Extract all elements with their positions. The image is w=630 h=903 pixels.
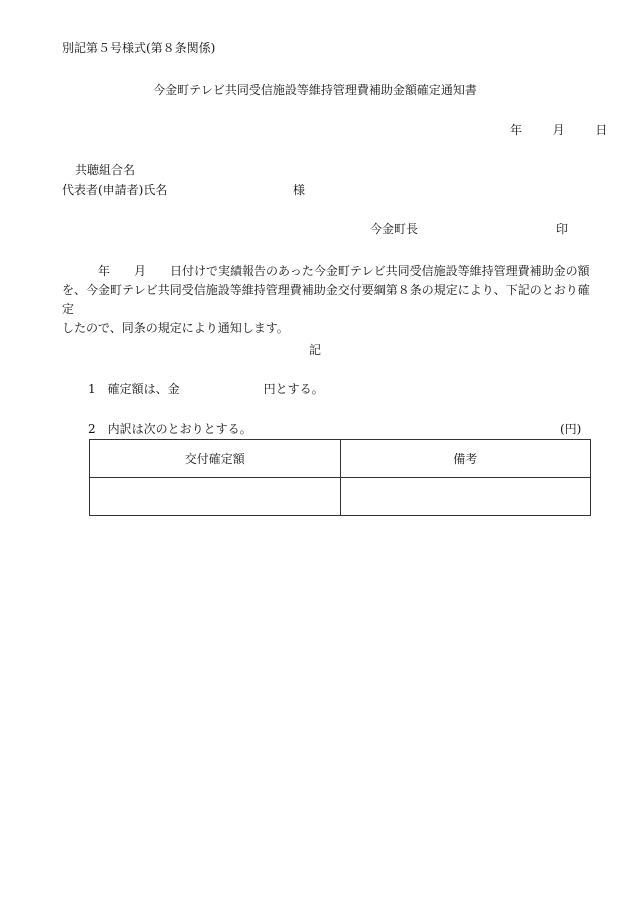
seal-mark: 印 <box>556 222 569 236</box>
table-row <box>90 478 591 516</box>
union-name-label: 共聴組合名 <box>75 163 136 177</box>
body-line: を、今金町テレビ共同受信施設等維持管理費補助金交付要綱第８条の規定により、下記のとおり確定 <box>62 283 590 316</box>
unit-label: (円) <box>560 422 582 436</box>
breakdown-table <box>89 439 591 516</box>
issue-date <box>510 123 607 137</box>
date-month: 月 <box>552 123 565 137</box>
body-line: したので、同条の規定により通知します。 <box>62 321 289 335</box>
document-title: 今金町テレビ共同受信施設等維持管理費補助金額確定通知書 <box>153 83 477 97</box>
cell-confirmed-amount <box>90 478 341 516</box>
date-day: 日 <box>595 123 608 137</box>
header-confirmed-amount: 交付確定額 <box>90 440 341 478</box>
item-breakdown: 2 内訳は次のとおりとする。 <box>88 422 252 436</box>
representative-label: 代表者(申請者)氏名 <box>62 183 168 197</box>
header-remarks: 備考 <box>340 440 591 478</box>
item-confirmed-amount: 1 確定額は、金 円とする。 <box>88 382 324 396</box>
notice-body <box>62 262 592 338</box>
form-number: 別記第５号様式(第８条関係) <box>62 41 216 55</box>
honorific: 様 <box>293 183 306 197</box>
body-line: 年 月 日付けで実績報告のあった今金町テレビ共同受信施設等維持管理費補助金の額 <box>62 264 590 278</box>
mayor-title: 今金町長 <box>370 222 419 236</box>
date-year: 年 <box>510 123 523 137</box>
table-header-row <box>90 440 591 478</box>
cell-remarks <box>340 478 591 516</box>
ki-heading: 記 <box>308 343 321 357</box>
